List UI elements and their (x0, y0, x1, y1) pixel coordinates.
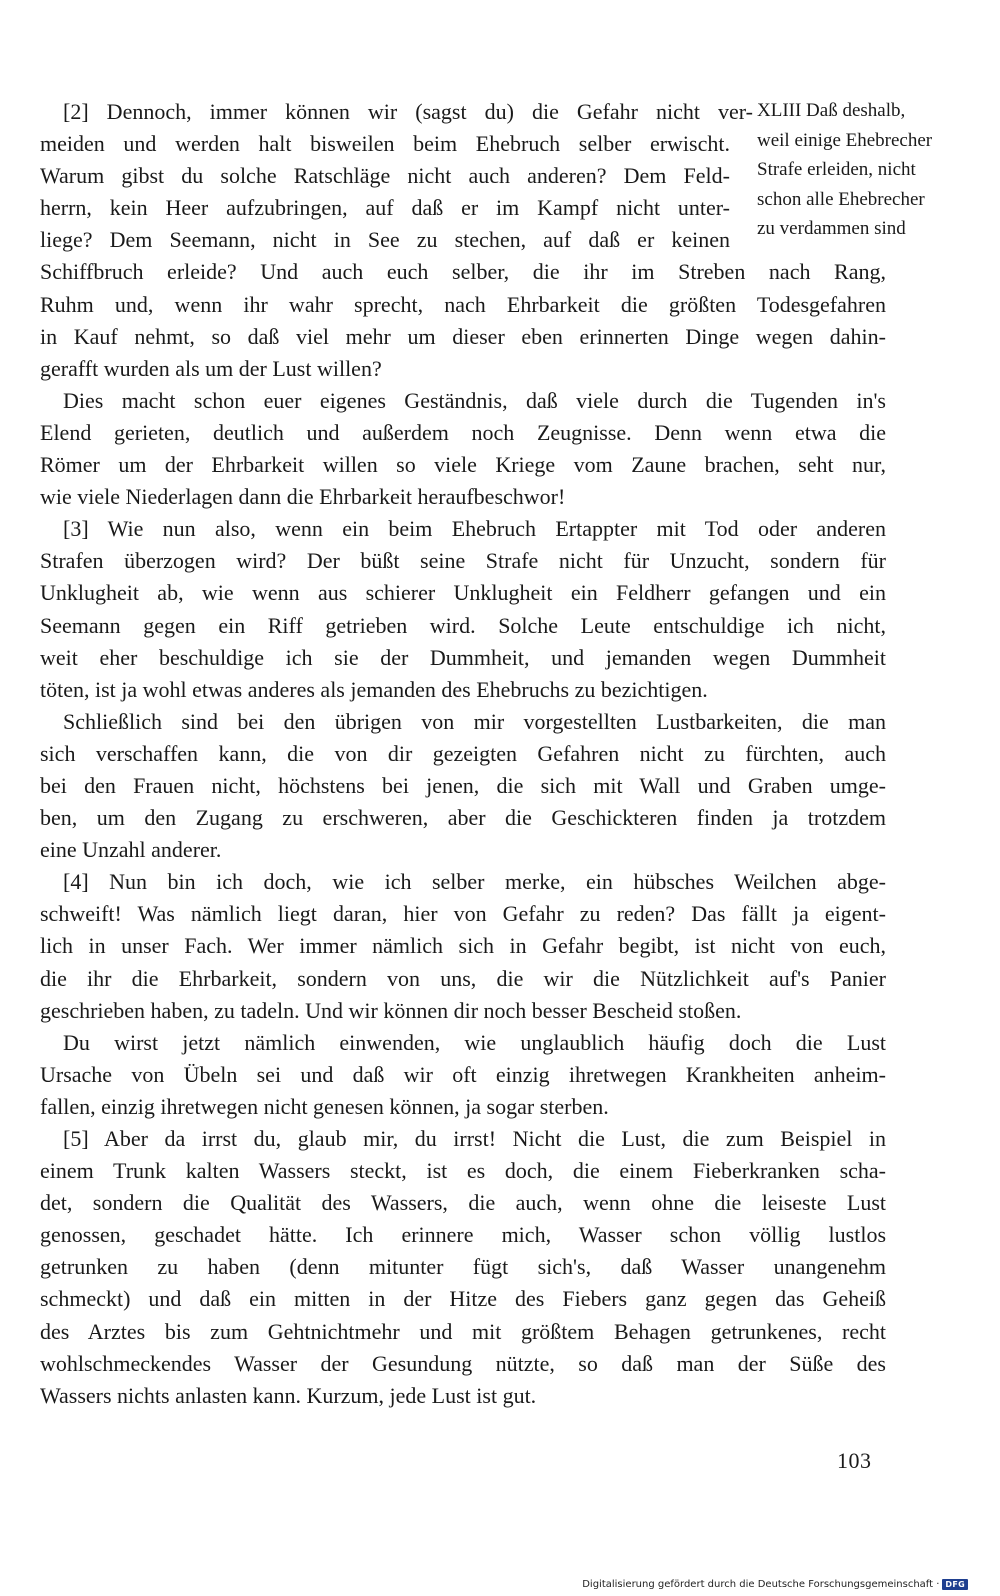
text-line: Ruhm und, wenn ihr wahr sprecht, nach Ehrbarkeit die größten Todesgefahren (40, 291, 886, 317)
text-line: Schließlich sind bei den übrigen von mir vorgestellten Lustbarkeiten, die man (63, 708, 886, 734)
text-line: in Kauf nehmt, so daß viel mehr um dieser eben erinnerten Dinge wegen dahin- (40, 323, 886, 349)
text-line: ben, um den Zugang zu erschweren, aber die Geschickteren finden ja trotzdem (40, 805, 886, 831)
text-line: sich verschaffen kann, die von dir gezeigten Gefahren nicht zu fürchten, auch (40, 740, 886, 766)
text-line: Wassers nichts anlasten kann. Kurzum, jede Lust ist gut. (40, 1382, 537, 1408)
text-line: det, sondern die Qualität des Wassers, die auch, wenn ohne die leiseste Lust (40, 1190, 886, 1216)
text-line: [2] Dennoch, immer können wir (sagst du) die Gefahr nicht ver- (63, 99, 753, 124)
text-line: Dies macht schon euer eigenes Geständnis, daß viele durch die Tugenden in's (63, 387, 886, 413)
margin-note-line: zu verdammen sind (757, 218, 906, 239)
text-line: des Arztes bis zum Gehtnichtmehr und mit größtem Behagen getrunkenes, recht (40, 1318, 886, 1344)
text-line: [4] Nun bin ich doch, wie ich selber merke, ein hübsches Weilchen abge- (63, 869, 886, 895)
text-line: liege? Dem Seemann, nicht in See zu stechen, auf daß er keinen (40, 227, 730, 253)
text-line: [5] Aber da irrst du, glaub mir, du irrst! Nicht die Lust, die zum Beispiel in (63, 1126, 886, 1151)
text-line: meiden und werden halt bisweilen beim Ehebruch selber erwischt. (40, 131, 730, 157)
digitization-footer (582, 1579, 968, 1590)
page-number: 103 (837, 1448, 872, 1473)
margin-note-line: Strafe erleiden, nicht (757, 159, 916, 180)
text-line: genossen, geschadet hätte. Ich erinnere mich, Wasser schon völlig lustlos (40, 1222, 886, 1248)
text-line: gerafft wurden als um der Lust willen? (40, 355, 382, 381)
dfg-logo: DFG (942, 1579, 968, 1590)
text-line: einem Trunk kalten Wassers steckt, ist es doch, die einem Fieberkranken scha- (40, 1158, 886, 1184)
margin-note-line: weil einige Ehebrecher (757, 129, 933, 151)
margin-note-line: XLIII Daß deshalb, (757, 100, 906, 121)
text-line: eine Unzahl anderer. (40, 837, 222, 863)
text-line: lich in unser Fach. Wer immer nämlich sich in Gefahr begibt, ist nicht von euch, (40, 933, 886, 959)
text-line: Unklugheit ab, wie wenn aus schierer Unklugheit ein Feldherr gefangen und ein (40, 580, 886, 606)
text-line: Warum gibst du solche Ratschläge nicht auch anderen? Dem Feld- (40, 163, 730, 189)
text-line: töten, ist ja wohl etwas anderes als jemanden des Ehebruchs zu bezichtigen. (40, 676, 708, 702)
margin-note-line: schon alle Ehebrecher (757, 188, 925, 210)
text-line: weit eher beschuldige ich sie der Dummheit, und jemanden wegen Dummheit (40, 644, 886, 670)
text-line: Strafen überzogen wird? Der büßt seine Strafe nicht für Unzucht, sondern für (40, 548, 886, 574)
text-line: getrunken zu haben (denn mitunter fügt sich's, daß Wasser unangenehm (40, 1254, 886, 1280)
text-line: schmeckt) und daß ein mitten in der Hitze des Fiebers ganz gegen das Geheiß (40, 1286, 886, 1312)
text-line: [3] Wie nun also, wenn ein beim Ehebruch Ertappter mit Tod oder anderen (63, 516, 886, 542)
text-line: geschrieben haben, zu tadeln. Und wir können dir noch besser Bescheid stoßen. (40, 997, 742, 1023)
text-line: wohlschmeckendes Wasser der Gesundung nützte, so daß man der Süße des (40, 1350, 886, 1376)
text-line: Ursache von Übeln sei und daß wir oft einzig ihretwegen Krankheiten anheim- (40, 1061, 886, 1087)
text-line: Elend gerieten, deutlich und außerdem noch Zeugnisse. Denn wenn etwa die (40, 419, 886, 445)
text-line: bei den Frauen nicht, höchstens bei jenen, die sich mit Wall und Graben umge- (40, 772, 886, 798)
text-line: Du wirst jetzt nämlich einwenden, wie unglaublich häufig doch die Lust (63, 1029, 886, 1055)
text-line: Schiffbruch erleide? Und auch euch selber, die ihr im Streben nach Rang, (40, 259, 886, 285)
footer-text: Digitalisierung gefördert durch die Deutsche Forschungsgemeinschaft · (582, 1579, 940, 1590)
text-line: herrn, kein Heer aufzubringen, auf daß er im Kampf nicht unter- (40, 195, 730, 221)
text-line: schweift! Was nämlich liegt daran, hier von Gefahr zu reden? Das fällt ja eigent- (40, 901, 886, 927)
text-line: wie viele Niederlagen dann die Ehrbarkeit heraufbeschwor! (40, 484, 566, 510)
text-line: Römer um der Ehrbarkeit willen so viele Kriege vom Zaune brachen, seht nur, (40, 452, 886, 478)
text-line: Seemann gegen ein Riff getrieben wird. Solche Leute entschuldige ich nicht, (40, 612, 886, 638)
body-text (40, 96, 886, 1412)
text-line: fallen, einzig ihretwegen nicht genesen können, ja sogar sterben. (40, 1093, 609, 1119)
text-line: die ihr die Ehrbarkeit, sondern von uns, die wir die Nützlichkeit auf's Panier (40, 965, 886, 991)
